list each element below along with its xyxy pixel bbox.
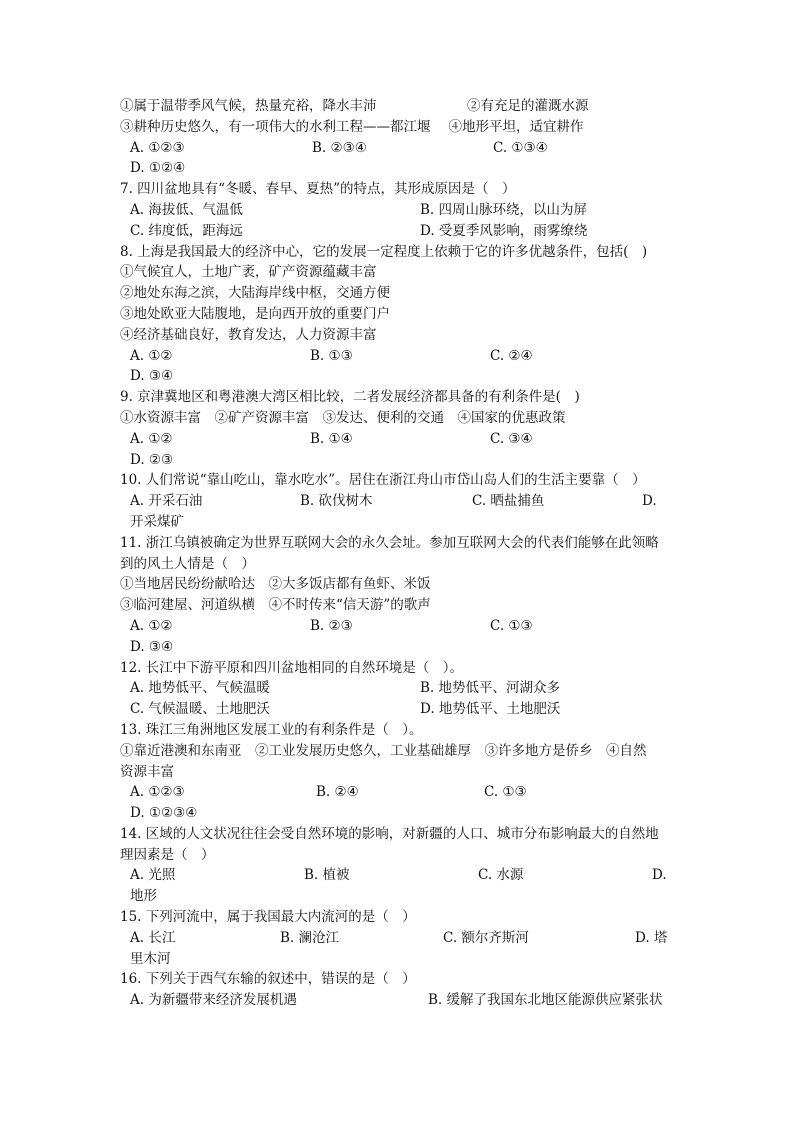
- q15-option-d-cont: 里木河: [130, 950, 171, 967]
- q11-stem-2: 到的风土人情是（ ）: [120, 555, 255, 572]
- q11-option-d[interactable]: D. ③④: [130, 638, 174, 655]
- q7-stem: 7. 四川盆地具有“冬暖、春早、夏热”的特点，其形成原因是（ ）: [120, 181, 516, 198]
- q13-option-c[interactable]: C. ①③: [484, 784, 527, 801]
- q8-option-a[interactable]: A. ①②: [130, 347, 173, 364]
- q8-option-d-row: [120, 366, 680, 387]
- q10-option-c[interactable]: C. 晒盐捕鱼: [472, 493, 545, 510]
- q11-option-c[interactable]: C. ①③: [490, 617, 533, 634]
- q11-statements-2: ③临河建屋、河道纵横 ④不时传来“信天游”的歌声: [120, 597, 431, 614]
- exam-page: [120, 96, 680, 1011]
- q12-stem: 12. 长江中下游平原和四川盆地相同的自然环境是（ ）。: [120, 659, 464, 676]
- q11-statements-1: ①当地居民纷纷献哈达 ②大多饭店都有鱼虾、米饭: [120, 576, 431, 593]
- q12-option-a[interactable]: A. 地势低平、气候温暖: [130, 680, 270, 697]
- q6-statements-row-1: [120, 96, 680, 117]
- q6-statement-1: ①属于温带季风气候，热量充裕，降水丰沛: [120, 98, 377, 114]
- q8-option-c[interactable]: C. ②④: [490, 347, 533, 364]
- q14-option-d-cont: 地形: [130, 888, 157, 905]
- q13-options: [120, 782, 680, 803]
- q6-option-a[interactable]: A. ①②③: [130, 139, 185, 156]
- q6-statement-4: ④地形平坦，适宜耕作: [448, 118, 584, 135]
- q16-stem: 16. 下列关于西气东输的叙述中，错误的是（ ）: [120, 971, 416, 988]
- q9-stem: 9. 京津冀地区和粤港澳大湾区相比较，二者发展经济都具备的有利条件是( ): [120, 389, 580, 406]
- q6-options: [120, 138, 680, 159]
- q8-statement-4: ④经济基础良好，教育发达，人力资源丰富: [120, 326, 377, 343]
- q13-option-d-row: [120, 803, 680, 824]
- q6-option-d-row: [120, 158, 680, 179]
- q13-stem: 13. 珠江三角洲地区发展工业的有利条件是（ ）。: [120, 721, 423, 738]
- q10-option-d-cont: 开采煤矿: [130, 513, 184, 530]
- q8-statement-2: ②地处东海之滨，大陆海岸线中枢，交通方便: [120, 285, 390, 302]
- q14-stem-1: 14. 区域的人文状况往往会受自然环境的影响，对新疆的人口、城市分布影响最大的自然地: [120, 825, 659, 842]
- q10-options: [120, 491, 680, 512]
- q6-statement-2: ②有充足的灌溉水源: [467, 98, 589, 114]
- q10-option-b[interactable]: B. 砍伐树木: [300, 493, 373, 510]
- q15-option-a[interactable]: A. 长江: [130, 929, 176, 946]
- q7-option-d[interactable]: D. 受夏季风影响，雨雾缭绕: [420, 222, 588, 239]
- q8-options: [120, 346, 680, 367]
- q14-option-b[interactable]: B. 植被: [304, 867, 350, 884]
- q9-statements: ①水资源丰富 ②矿产资源丰富 ③发达、便利的交通 ④国家的优惠政策: [120, 409, 566, 426]
- q6-statement-3: ③耕种历史悠久，有一项伟大的水利工程——都江堰: [120, 118, 431, 135]
- q6-option-c[interactable]: C. ①③④: [493, 139, 548, 156]
- q9-option-d[interactable]: D. ②③: [130, 451, 174, 468]
- q13-statements-2: 资源丰富: [120, 763, 174, 780]
- q8-stem: 8. 上海是我国最大的经济中心，它的发展一定程度上依赖于它的许多优越条件，包括( ): [120, 243, 648, 260]
- q10-stem: 10. 人们常说“靠山吃山，靠水吃水”。居住在浙江舟山市岱山岛人们的生活主要靠（ ）: [120, 472, 646, 489]
- q16-option-b[interactable]: B. 缓解了我国东北地区能源供应紧张状: [428, 992, 663, 1009]
- q9-option-c[interactable]: C. ③④: [490, 430, 533, 447]
- q13-statements-1: ①靠近港澳和东南亚 ②工业发展历史悠久，工业基础雄厚 ③许多地方是侨乡 ④自然: [120, 742, 647, 759]
- q7-option-b[interactable]: B. 四周山脉环绕，以山为屏: [420, 201, 588, 218]
- q9-option-a[interactable]: A. ①②: [130, 430, 173, 447]
- q12-option-d[interactable]: D. 地势低平、土地肥沃: [420, 701, 561, 718]
- q12-options-row-1: [120, 678, 680, 699]
- q11-options: [120, 616, 680, 637]
- q11-option-d-row: [120, 637, 680, 658]
- q14-option-a[interactable]: A. 光照: [130, 867, 176, 884]
- q14-option-c[interactable]: C. 水源: [478, 867, 524, 884]
- q10-option-d-label[interactable]: D.: [642, 493, 657, 510]
- q12-option-b[interactable]: B. 地势低平、河湖众多: [420, 680, 561, 697]
- q15-option-d-label[interactable]: D. 塔: [635, 929, 668, 946]
- q15-options: [120, 928, 680, 949]
- q7-options-row-1: [120, 200, 680, 221]
- q16-option-a[interactable]: A. 为新疆带来经济发展机遇: [130, 992, 297, 1009]
- q8-statement-1: ①气候宜人，土地广袤，矿产资源蕴藏丰富: [120, 264, 377, 281]
- q14-option-d-label[interactable]: D.: [652, 867, 667, 884]
- q8-option-b[interactable]: B. ①③: [310, 347, 353, 364]
- q12-options-row-2: [120, 699, 680, 720]
- q9-options: [120, 429, 680, 450]
- q6-option-b[interactable]: B. ②③④: [312, 139, 367, 156]
- q13-option-d[interactable]: D. ①②③④: [130, 805, 198, 822]
- q9-option-d-row: [120, 450, 680, 471]
- q8-statement-3: ③地处欧亚大陆腹地，是向西开放的重要门户: [120, 305, 390, 322]
- q11-option-b[interactable]: B. ②③: [310, 617, 353, 634]
- q13-option-b[interactable]: B. ②④: [316, 784, 359, 801]
- q11-option-a[interactable]: A. ①②: [130, 617, 173, 634]
- q7-options-row-2: [120, 221, 680, 242]
- q7-option-a[interactable]: A. 海拔低、气温低: [130, 201, 243, 218]
- q11-stem-1: 11. 浙江乌镇被确定为世界互联网大会的永久会址。参加互联网大会的代表们能够在此领略: [120, 534, 659, 551]
- q16-options-row-1: [120, 990, 680, 1011]
- q10-option-a[interactable]: A. 开采石油: [130, 493, 203, 510]
- q15-option-b[interactable]: B. 澜沧江: [280, 929, 340, 946]
- q15-option-c[interactable]: C. 额尔齐斯河: [443, 929, 529, 946]
- q14-stem-2: 理因素是（ ）: [120, 846, 215, 863]
- q7-option-c[interactable]: C. 纬度低，距海远: [130, 222, 243, 239]
- q6-option-d[interactable]: D. ①②④: [130, 160, 186, 177]
- q9-option-b[interactable]: B. ①④: [310, 430, 353, 447]
- q14-options: [120, 865, 680, 886]
- q12-option-c[interactable]: C. 气候温暖、土地肥沃: [130, 701, 270, 718]
- q6-statements-row-2: [120, 117, 680, 138]
- q8-option-d[interactable]: D. ③④: [130, 368, 174, 385]
- q15-stem: 15. 下列河流中，属于我国最大内流河的是（ ）: [120, 909, 416, 926]
- q13-option-a[interactable]: A. ①②③: [130, 784, 185, 801]
